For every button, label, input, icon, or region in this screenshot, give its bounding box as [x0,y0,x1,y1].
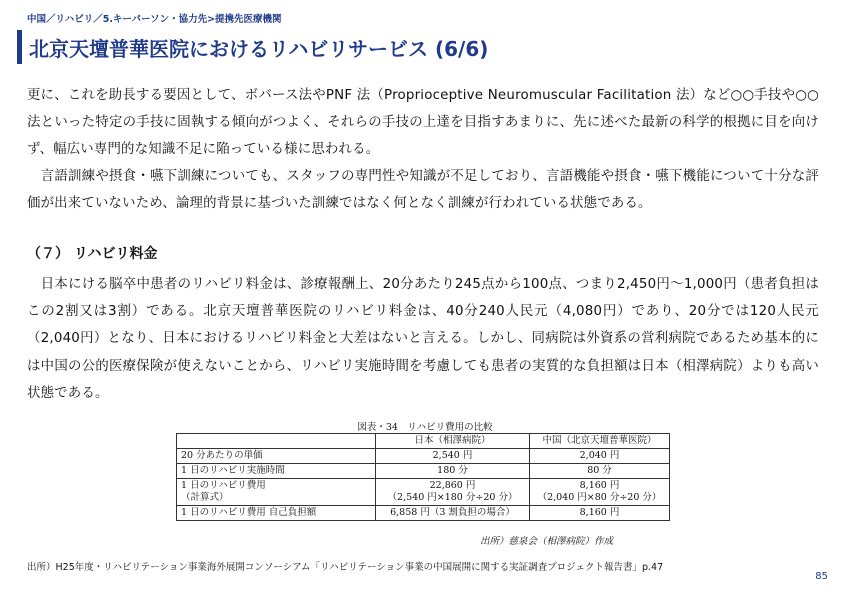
title-accent-bar [17,30,22,64]
japan-value: 180 分 [376,464,530,479]
china-value: 80 分 [530,464,670,479]
table-header-cell: 日本（相澤病院） [376,434,530,449]
table-row [177,449,670,464]
figure-source: 出所）慈泉会（相澤病院）作成 [480,536,614,547]
table-row [177,479,670,506]
china-value: 8,160 円 [530,506,670,521]
paragraph-method-fixation: 更に、これを助長する要因として、ボバース法やPNF 法（Proprioceptive Neuromuscular Facilitation 法）など○○手技や○○法といった特定の手技に固執する傾向がつよく、それらの手技の上達を目指すあまりに、先に述べた最新の科学的根拠に目を向けず、幅広い専門的な知識不足に陥っている様に思われる。 [27,88,819,158]
row-label: 1 日のリハビリ費用 自己負担額 [177,506,376,521]
table-row [177,464,670,479]
page-number: 85 [815,571,828,582]
breadcrumb: 中国／リハビリ／5.キーパーソン・協力先>提携先医療機関 [27,14,282,25]
japan-value: 22,860 円 （2,540 円×180 分÷20 分） [376,479,530,506]
row-label: 1 日のリハビリ費用 （計算式） [177,479,376,506]
table-header-cell: 中国（北京天壇普華医院） [530,434,670,449]
cost-comparison-table [176,433,670,521]
row-label: 20 分あたりの単価 [177,449,376,464]
table-row [177,506,670,521]
page-title: 北京天壇普華医院におけるリハビリサービス (6/6) [29,37,489,61]
china-value: 8,160 円 （2,040 円×80 分÷20 分） [530,479,670,506]
row-label: 1 日のリハビリ実施時間 [177,464,376,479]
figure-caption: 図表・34 リハビリ費用の比較 [357,422,493,433]
paragraph-speech-swallowing: 言語訓練や摂食・嚥下訓練についても、スタッフの専門性や知識が不足しており、言語機能や摂食・嚥下機能について十分な評価が出来ていないため、論理的背景に基づいた訓練ではなく何となく訓練が行われている状態である。 [27,169,819,212]
china-value: 2,040 円 [530,449,670,464]
section-heading-rehab-fee: （７） リハビリ料金 [27,246,158,262]
table-header-row [177,434,670,449]
paragraph-rehab-fee: 日本にける脳卒中患者のリハビリ料金は、診療報酬上、20分あたり245点から100点、つまり2,450円～1,000円（患者負担はこの2割又は3割）である。北京天壇普華医院のリハビリ料金は、40分240人民元（4,080円）であり、20分では120人民元（2,040円）となり、日本におけるリハビリ料金と大差はないと言える。しかし、同病院は外資系の営利病院であるため基本的には中国の公的医療保険が使えないことから、リハビリ実施時間を考慮しても患者の実質的な負担額は日本（相澤病院）よりも高い状態である。 [27,277,819,401]
footnote-source: 出所）H25年度・リハビリテーション事業海外展開コンソーシアム「リハビリテーション事業の中国展開に関する実証調査プロジェクト報告書」p.47 [27,562,664,573]
table-header-cell [177,434,376,449]
japan-value: 6,858 円（3 割負担の場合） [376,506,530,521]
japan-value: 2,540 円 [376,449,530,464]
